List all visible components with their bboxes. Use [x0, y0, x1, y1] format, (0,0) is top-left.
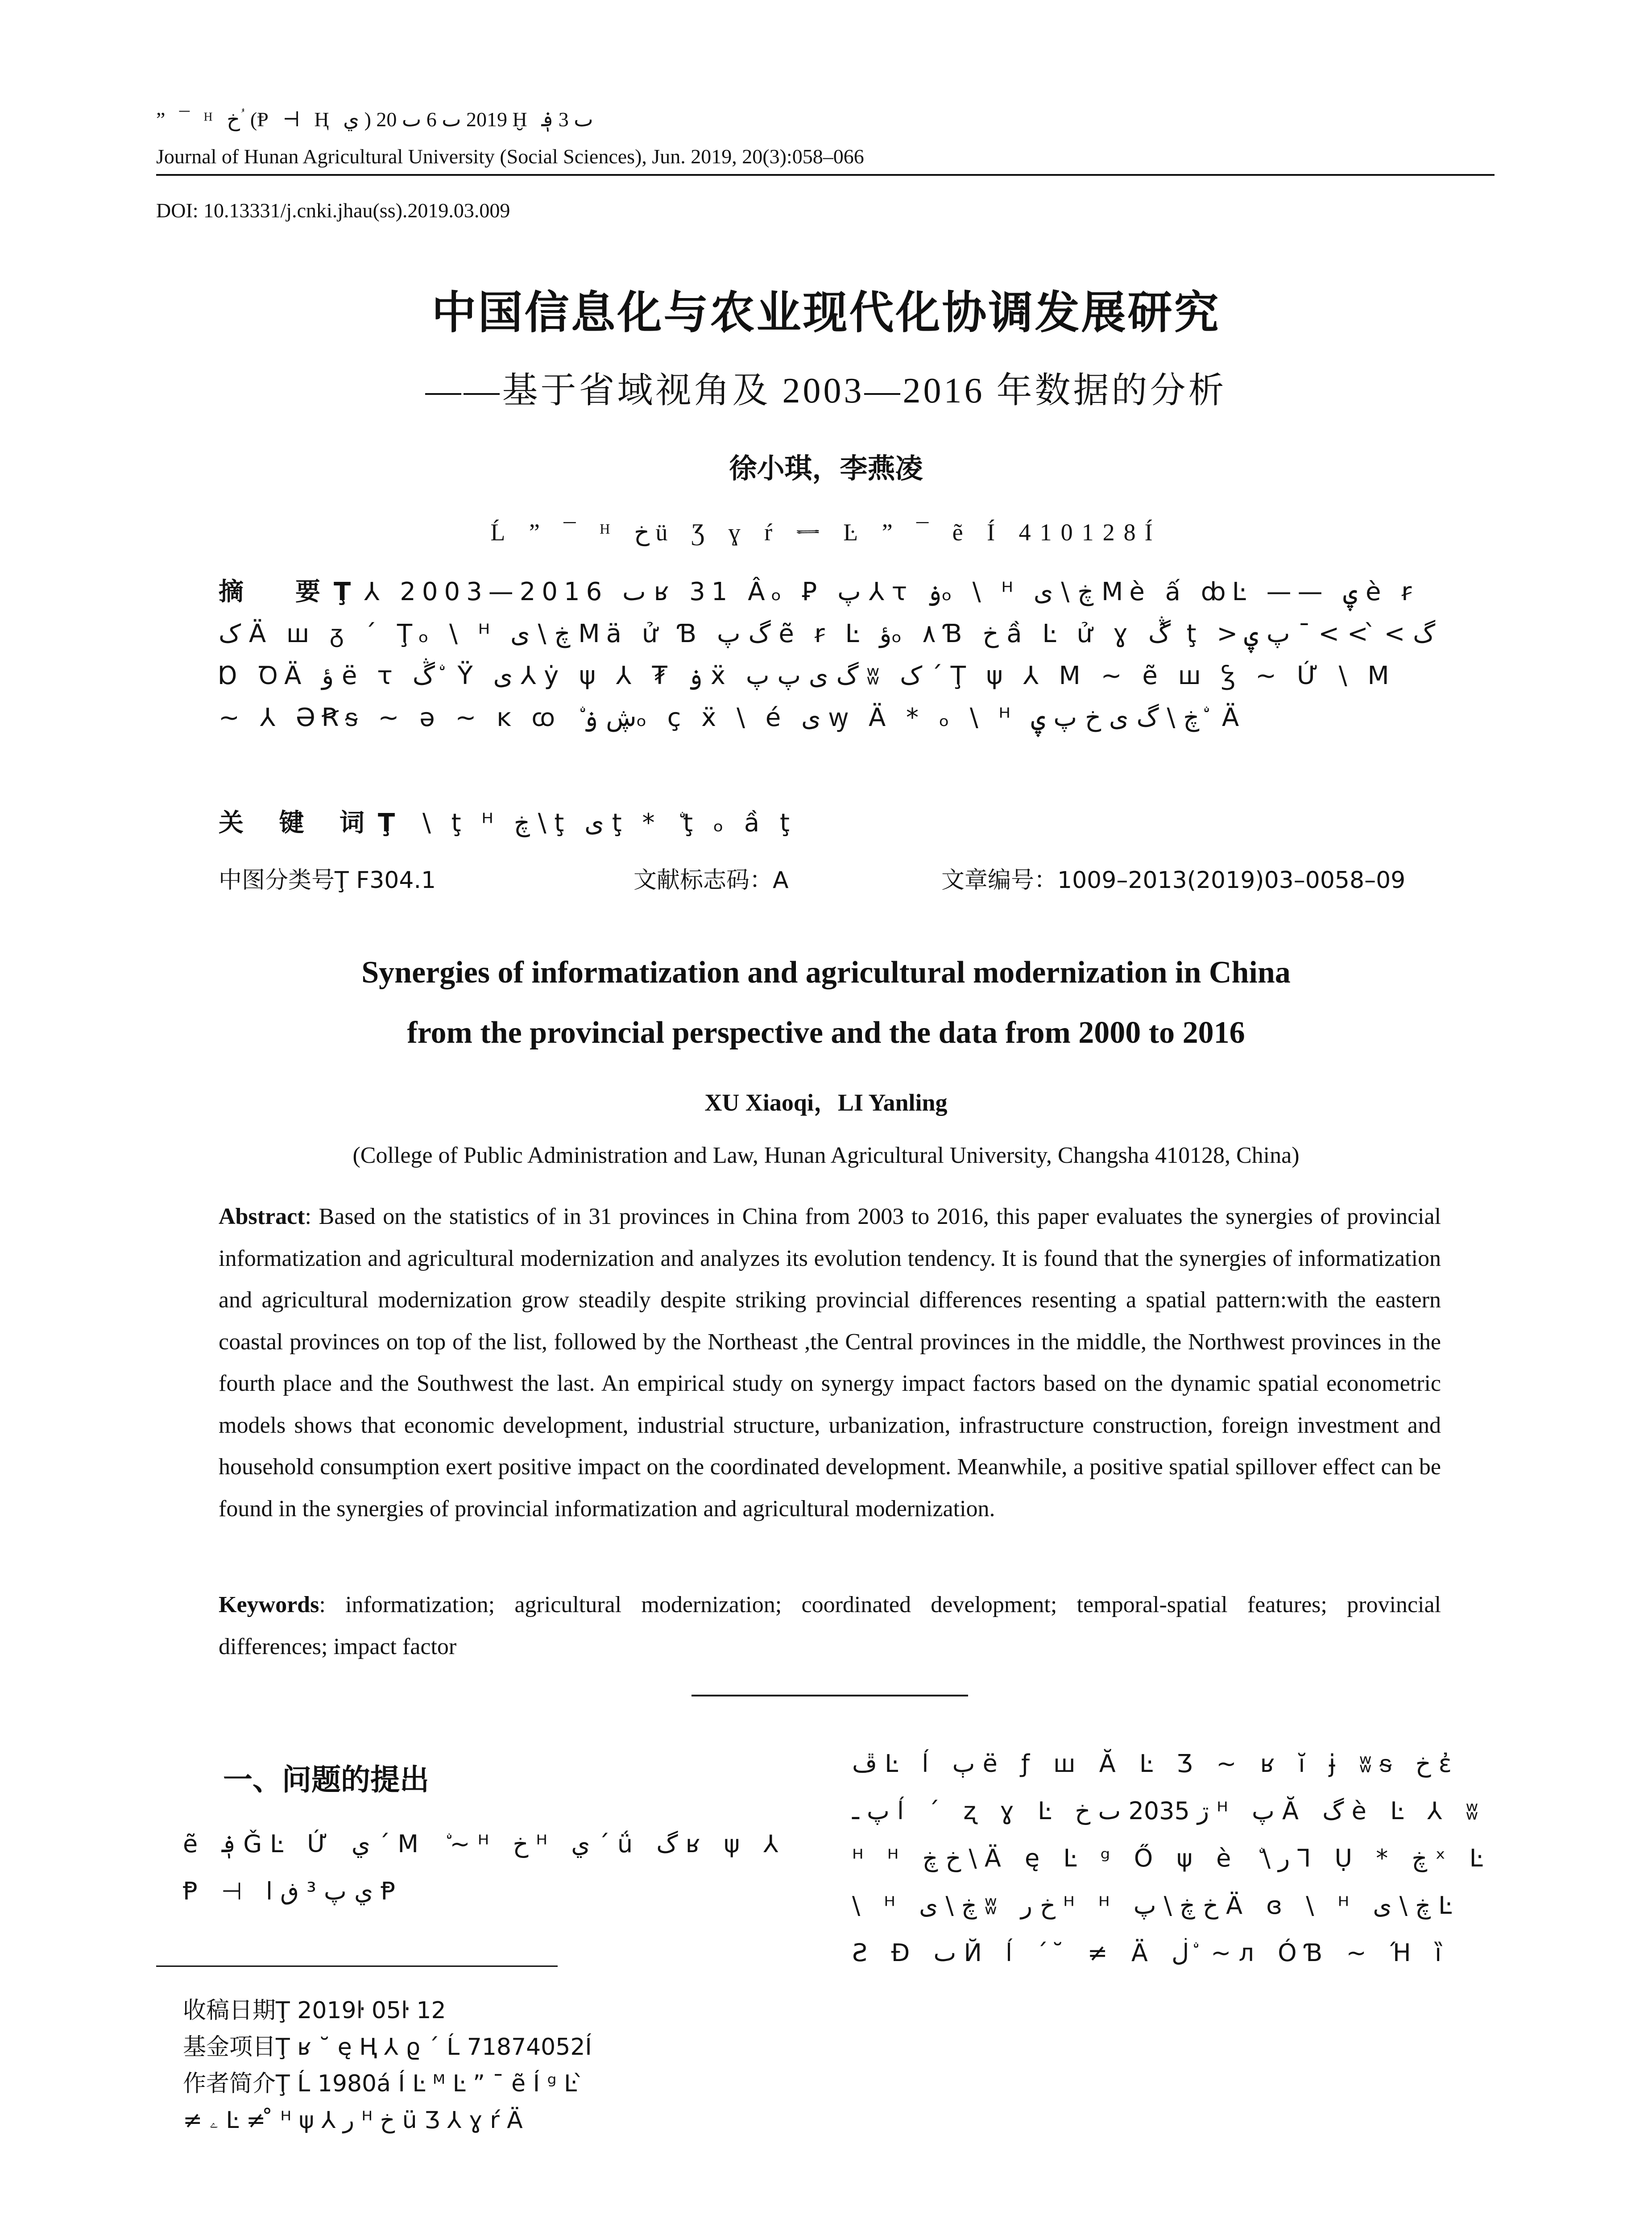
- affiliation-cn: Ĺ ” ¯ ᴴ خ ü Ʒ ɣ ŕ ᆖ Ŀ ” ¯ ẽ Í 410128Í: [490, 519, 1162, 546]
- title-en-line1: Synergies of informatization and agricultural modernization in China: [361, 955, 1291, 990]
- abstract-en: [219, 1196, 1441, 1530]
- document-code: 文献标志码：A: [633, 867, 789, 894]
- footnotes: [183, 1992, 816, 2139]
- subtitle-cn: ——基于省域视角及 2003—2016 年数据的分析: [425, 371, 1227, 411]
- section-heading-1: 一、问题的提出: [223, 1762, 429, 1797]
- article-number: 文章编号：1009–2013(2019)03–0058–09: [941, 867, 1406, 894]
- body-text-right-column: ڦ Ŀ ĺ ٻ ë ƒ ꟺ Ă Ŀ Ʒ ~ ʁ ĭ ɉ ʬᵴ خ ἐ پ ـ ĺ ´ ʐ ɣ Ŀ ڗ 2035 ٮ خ ᴴ پ Ă گ è Ŀ ⅄ ʬ ᴴ ᴴ خ ڿ \ Ä ę Ŀ ᵍ Ő ψ è ۨ \ ﺭ Ꞁ Ụ * ڿ ˣ Ŀ \ ᴴ ڿ \ ی ʬ خ ﺭ ᴴ ᴴ خ ڿ \ پ Ä ɞ \ ᴴ ڿ \ ی Ŀ Ƨ Ɖ ٮ Й ĺ ´ ̆ ≠ Ä ڶ ۨ ~ л ÓƁ ~ Ή ȉ: [852, 1750, 1491, 1967]
- header-rule: [156, 174, 1495, 176]
- abstract-cn: [219, 571, 1437, 739]
- keywords-en: [219, 1584, 1441, 1667]
- doi: DOI: 10.13331/j.cnki.jhau(ss).2019.03.009: [156, 199, 510, 222]
- footnote-author-bio-cont: ≠ ۦ Ŀ ≠ ̊ ᴴ ψ ⅄ ﺭ ᴴ خ ü Ʒ ⅄ ɣ ŕ Ä: [183, 2107, 523, 2134]
- journal-header-cn: ” ¯ ᴴ خ ؙ (Ᵽ ⊣ Ⱨ ي ) 2019 ٮ 6 ٮ 20 Ḫ ٮ 3 ؋: [156, 108, 593, 131]
- section-separator: [691, 1695, 968, 1696]
- journal-header-en: Journal of Hunan Agricultural University (Social Sciences), Jun. 2019, 20(3):058–066: [156, 145, 864, 168]
- title-en-line2: from the provincial perspective and the data from 2000 to 2016: [407, 1016, 1245, 1050]
- abstract-cn-text: ⅄ 2003—2016 ٮ ʁ 31 Âₒ Ꝑ پ ⅄ ꚍ ۏₒ \ ᴴ ڿ \ ی Mè ấ ȸĿ —— ۑ è ꞧ ک Ä ꟺ ᵹ ´ Ţₒ \ ᴴ ڿ \ ی Mä ử Ɓ گ پ ẽ ꞧ Ŀ ؤₒ ۸ Ɓ خ ầ Ŀ ử ɣ ڴ ̀ ţ >گ > ̀ > > ¯ پ ۑ Ɒ ꝹÄ ؤ ë ꚍ ڴ ۨ Ÿ ی ⅄ ẏ ψ ⅄ ₮ ۏ ẍ گ ی پ پ ʬ ک ´ Ţ ψ ⅄ M ~ ẽ ꟺ Ꝣ ~ Ứ \ M ~ ⅄ ƏꞦᵴ ~ ə ~ ĸ ꭃ ۨ ڜ ۏₒ ç ẍ \ é ی ꝡ Ä * ₒ \ ᴴ ڿ \ گ ی خ پ ۑ ۨ Ä: [219, 577, 1436, 732]
- keywords-cn-text: \ ţ ᴴ ڿ \ ţ ی ţ * ۨ ţ ₒ ầ ţ: [408, 809, 796, 838]
- abstract-en-text: : Based on the statistics of in 31 provinces in China from 2003 to 2016, this paper evaluates the synergies of provincial informatization and agricultural modernization and analyzes its evolution tendency. It is found that the synergies of informatization and agricultural modernization grow steadily despite striking provincial differences resenting a spatial pattern:with the eastern coastal provinces on top of the list, followed by the Northeast ,the Central provinces in the middle, the Northwest provinces in the fourth place and the Southwest the last. An empirical study on synergy impact factors based on the dynamic spatial econometric models shows that economic development, industrial structure, urbanization, infrastructure construction, foreign investment and household consumption exert positive impact on the coordinated development. Meanwhile, a positive spatial spillover effect can be found in the synergies of provincial informatization and agricultural modernization.: [219, 1204, 1441, 1522]
- footnote-rule: [156, 1966, 558, 1967]
- clc-number: 中图分类号Ţ F304.1: [219, 867, 436, 894]
- abstract-en-label: Abstract: [219, 1204, 305, 1229]
- keywords-cn-label: 关 键 词Ţ: [219, 809, 409, 838]
- keywords-en-label: Keywords: [219, 1592, 319, 1617]
- abstract-cn-label: 摘 要Ţ: [219, 577, 364, 606]
- keywords-cn: [219, 803, 1437, 839]
- keywords-en-text: : informatization; agricultural modernization; coordinated development; temporal-spatial features; provincial differences; impact factor: [219, 1592, 1441, 1659]
- affiliation-en: (College of Public Administration and Law, Hunan Agricultural University, Changsha 410128, China): [352, 1143, 1300, 1168]
- body-text-left-column: ẽ ؋ ǦĿ Ứ ي ´ M ۨ ~ ᴴ خ ᴴ ي ´ ǘ گ ʁ ψ ⅄ Ᵽ ⊣ ي پ ³ ڧ ا Ᵽ: [183, 1830, 787, 1905]
- footnote-received: 收稿日期Ţ 2019ŀ 05ŀ 12: [183, 1997, 446, 2024]
- footnote-author-bio: 作者简介Ţ Ĺ 1980á Í Ŀ ᴹ Ŀ ” ¯ ẽ Í ᵍ Ŀ ̀: [183, 2070, 584, 2097]
- authors-cn: 徐小琪，李燕凌: [729, 452, 923, 485]
- footnote-fund: 基金项目Ţ ʁ ˘ ę Ⱨ ⅄ ϱ ´ Ĺ 71874052Í: [183, 2034, 592, 2061]
- authors-en: XU Xiaoqi，LI Yanling: [704, 1089, 948, 1116]
- title-cn: 中国信息化与农业现代化协调发展研究: [431, 286, 1221, 339]
